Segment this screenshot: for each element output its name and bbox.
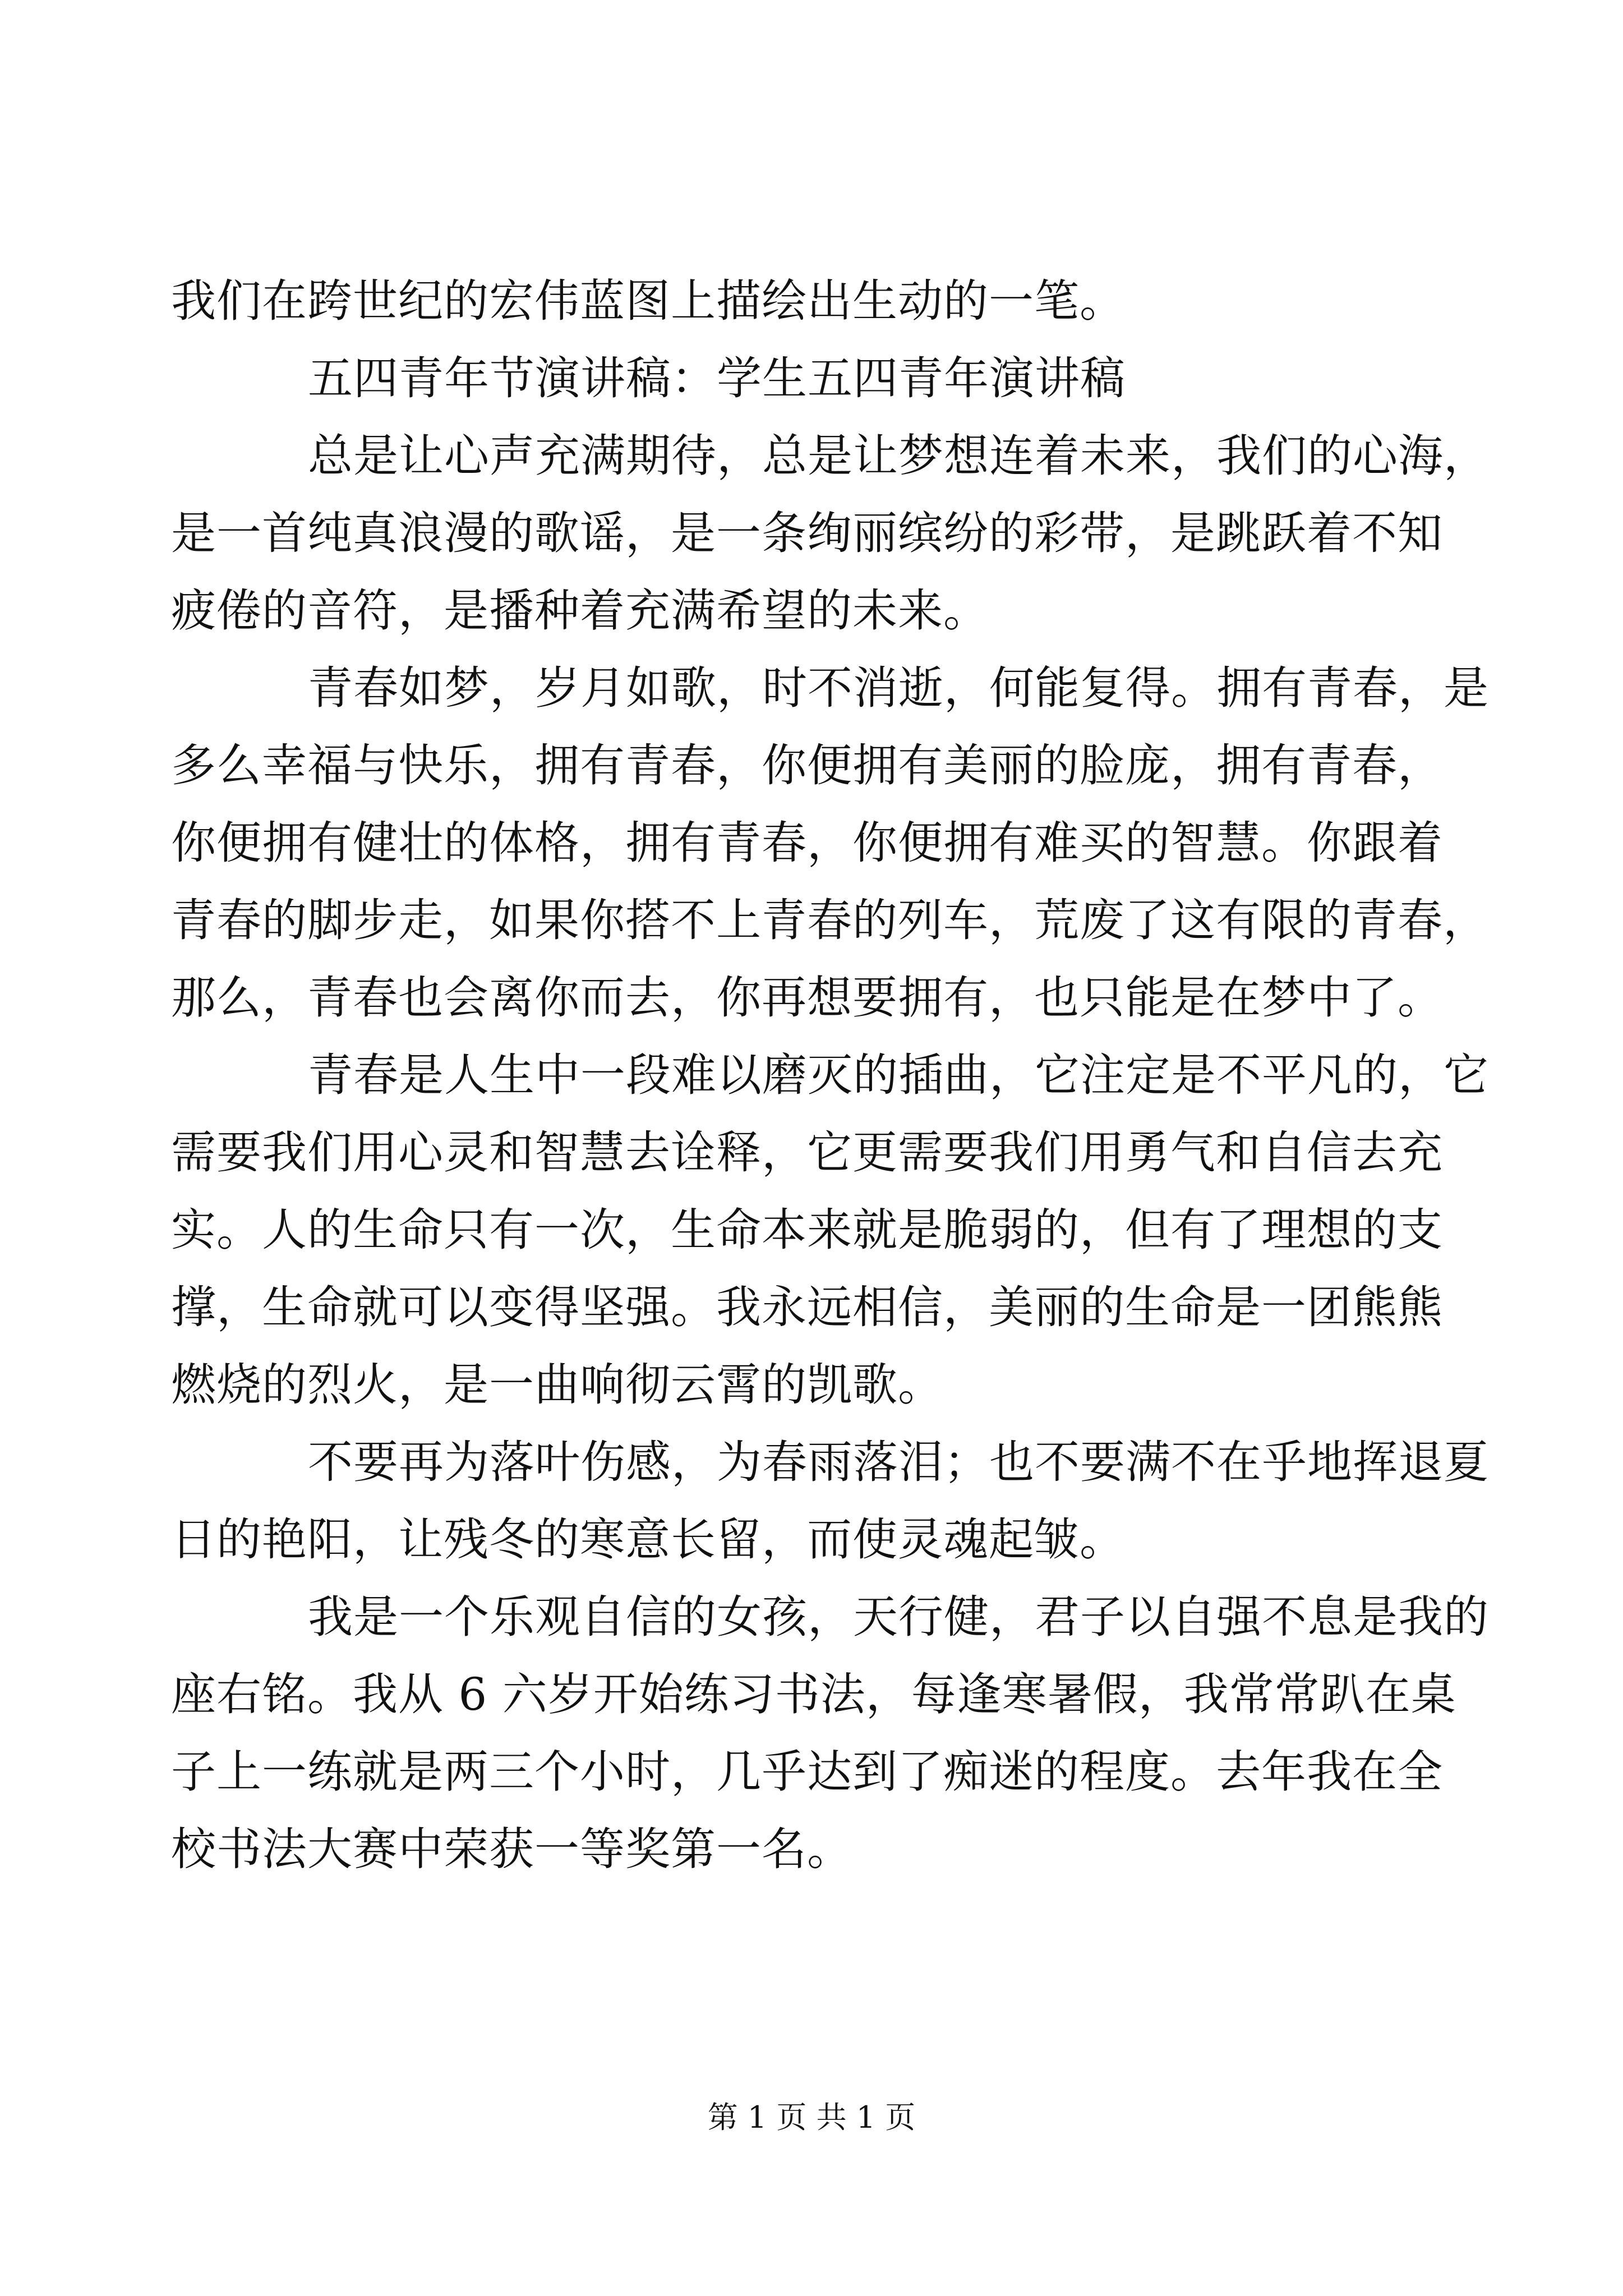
- section-heading: 五四青年节演讲稿：学生五四青年演讲稿: [308, 352, 1126, 404]
- document-body: [171, 263, 1489, 1888]
- text-line-5: 疲倦的音符，是播种着充满希望的未来。: [171, 585, 989, 637]
- text-line-17: 日的艳阳，让残冬的寒意长留，而使灵魂起皱。: [171, 1513, 1125, 1566]
- text-line-16: 不要再为落叶伤感，为春雨落泪；也不要满不在乎地挥退夏: [308, 1436, 1489, 1488]
- text-line-9: 青春的脚步走，如果你搭不上青春的列车，荒废了这有限的青春，: [171, 894, 1488, 946]
- page-footer: [0, 2098, 1623, 2137]
- text-line-6: 青春如梦，岁月如歌，时不消逝，何能复得。拥有青春，是: [308, 662, 1489, 714]
- text-line-11: 青春是人生中一段难以磨灭的插曲，它注定是不平凡的，它: [308, 1049, 1489, 1101]
- text-line-8: 你便拥有健壮的体格，拥有青春，你便拥有难买的智慧。你跟着: [171, 817, 1443, 869]
- text-line-21: 校书法大赛中荣获一等奖第一名。: [171, 1823, 852, 1875]
- text-line-15: 燃烧的烈火，是一曲响彻云霄的凯歌。: [171, 1359, 943, 1411]
- text-line-12: 需要我们用心灵和智慧去诠释，它更需要我们用勇气和自信去充: [171, 1126, 1443, 1179]
- text-line-10: 那么，青春也会离你而去，你再想要拥有，也只能是在梦中了。: [171, 972, 1443, 1024]
- text-line-19: 座右铭。我从 6 六岁开始练习书法，每逢寒暑假，我常常趴在桌: [171, 1668, 1456, 1720]
- text-line-14: 撑，生命就可以变得坚强。我永远相信，美丽的生命是一团熊熊: [171, 1281, 1443, 1333]
- text-line-1: 我们在跨世纪的宏伟蓝图上描绘出生动的一笔。: [171, 275, 1125, 327]
- text-line-18: 我是一个乐观自信的女孩，天行健，君子以自强不息是我的: [308, 1591, 1489, 1643]
- page-number-label: 第 1 页 共 1 页: [707, 2100, 916, 2135]
- text-line-20: 子上一练就是两三个小时，几乎达到了痴迷的程度。去年我在全: [171, 1746, 1443, 1798]
- text-line-7: 多么幸福与快乐，拥有青春，你便拥有美丽的脸庞，拥有青春，: [171, 739, 1443, 792]
- text-line-3: 总是让心声充满期待，总是让梦想连着未来，我们的心海，: [308, 430, 1489, 482]
- text-line-4: 是一首纯真浪漫的歌谣，是一条绚丽缤纷的彩带，是跳跃着不知: [171, 507, 1443, 559]
- text-line-13: 实。人的生命只有一次，生命本来就是脆弱的，但有了理想的支: [171, 1204, 1443, 1256]
